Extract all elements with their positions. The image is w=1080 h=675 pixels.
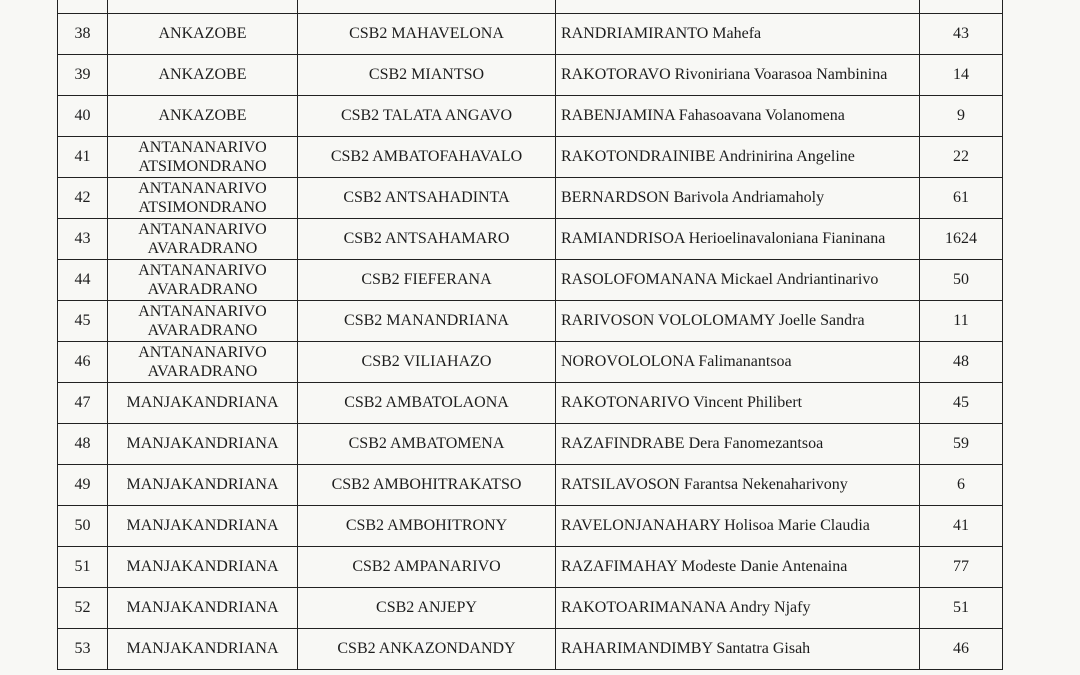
- district-line: ANKAZOBE: [158, 66, 247, 83]
- value-cell: 22: [920, 137, 1003, 178]
- district-cell: [108, 506, 298, 547]
- value-cell: 61: [920, 178, 1003, 219]
- district-line: MANJAKANDRIANA: [126, 435, 279, 452]
- district-line: MANJAKANDRIANA: [126, 599, 279, 616]
- district-line: AVARADRANO: [147, 322, 258, 339]
- value-cell: 51: [920, 588, 1003, 629]
- value-cell: 48: [920, 342, 1003, 383]
- table-row: [58, 260, 1003, 301]
- district-line: MANJAKANDRIANA: [126, 558, 279, 575]
- district-cell: [108, 301, 298, 342]
- table-row: [58, 342, 1003, 383]
- table-row: [58, 55, 1003, 96]
- csb-cell: CSB2 AMPANARIVO: [298, 547, 556, 588]
- csb-cell: CSB2 AMBOHITRONY: [298, 506, 556, 547]
- district-cell: [108, 219, 298, 260]
- row-number: 50: [58, 506, 108, 547]
- district-line: ANTANANARIVO: [138, 180, 267, 197]
- district-line: ANKAZOBE: [158, 25, 247, 42]
- row-number: 52: [58, 588, 108, 629]
- district-line: ATSIMONDRANO: [138, 158, 267, 175]
- row-number: 46: [58, 342, 108, 383]
- district-line: ATSIMONDRANO: [138, 199, 267, 216]
- district-cell: [108, 342, 298, 383]
- district-cell: [108, 260, 298, 301]
- row-number: 39: [58, 55, 108, 96]
- district-cell: [108, 14, 298, 55]
- responsible-cell: RASOLOFOMANANA Mickael Andriantinarivo: [556, 260, 920, 301]
- row-number: 48: [58, 424, 108, 465]
- value-cell: 45: [920, 383, 1003, 424]
- value-cell: 46: [920, 629, 1003, 670]
- csb-table: [57, 0, 1003, 670]
- row-number: 38: [58, 14, 108, 55]
- district-cell: [108, 0, 298, 14]
- district-cell: [108, 178, 298, 219]
- responsible-cell: RANDRIAMIRANTO Mahefa: [556, 14, 920, 55]
- district-line: ANTANANARIVO: [138, 139, 267, 156]
- csb-cell: CSB2 ANTSAHAMARO: [298, 219, 556, 260]
- table-row: [58, 465, 1003, 506]
- csb-cell: CSB2 AMBATOMENA: [298, 424, 556, 465]
- row-number: 51: [58, 547, 108, 588]
- row-number: 45: [58, 301, 108, 342]
- row-number: [58, 0, 108, 14]
- table-row: [58, 96, 1003, 137]
- csb-cell: [298, 0, 556, 14]
- row-number: 40: [58, 96, 108, 137]
- responsible-cell: RATSILAVOSON Farantsa Nekenaharivony: [556, 465, 920, 506]
- responsible-cell: RARIVOSON VOLOLOMAMY Joelle Sandra: [556, 301, 920, 342]
- district-line: ANKAZOBE: [158, 107, 247, 124]
- row-number: 42: [58, 178, 108, 219]
- table-row: [58, 506, 1003, 547]
- responsible-cell: [556, 0, 920, 14]
- value-cell: 9: [920, 96, 1003, 137]
- district-cell: [108, 96, 298, 137]
- district-cell: [108, 383, 298, 424]
- row-number: 49: [58, 465, 108, 506]
- district-cell: [108, 137, 298, 178]
- row-number: 43: [58, 219, 108, 260]
- district-cell: [108, 547, 298, 588]
- district-line: MANJAKANDRIANA: [126, 517, 279, 534]
- row-number: 47: [58, 383, 108, 424]
- value-cell: 59: [920, 424, 1003, 465]
- district-line: AVARADRANO: [147, 281, 258, 298]
- responsible-cell: RAKOTONARIVO Vincent Philibert: [556, 383, 920, 424]
- value-cell: [920, 0, 1003, 14]
- table-row: [58, 588, 1003, 629]
- district-line: MANJAKANDRIANA: [126, 640, 279, 657]
- district-line: MANJAKANDRIANA: [126, 394, 279, 411]
- value-cell: 1624: [920, 219, 1003, 260]
- csb-cell: CSB2 AMBATOLAONA: [298, 383, 556, 424]
- table-row: [58, 547, 1003, 588]
- district-line: ANTANANARIVO: [138, 344, 267, 361]
- responsible-cell: RAKOTORAVO Rivoniriana Voarasoa Nambinina: [556, 55, 920, 96]
- value-cell: 14: [920, 55, 1003, 96]
- district-line: ANTANANARIVO: [138, 262, 267, 279]
- district-line: MANJAKANDRIANA: [126, 476, 279, 493]
- responsible-cell: RAVELONJANAHARY Holisoa Marie Claudia: [556, 506, 920, 547]
- district-cell: [108, 588, 298, 629]
- csb-cell: CSB2 VILIAHAZO: [298, 342, 556, 383]
- responsible-cell: BERNARDSON Barivola Andriamaholy: [556, 178, 920, 219]
- table-row: [58, 178, 1003, 219]
- value-cell: 41: [920, 506, 1003, 547]
- csb-cell: CSB2 MANANDRIANA: [298, 301, 556, 342]
- table-row: [58, 383, 1003, 424]
- csb-cell: CSB2 TALATA ANGAVO: [298, 96, 556, 137]
- value-cell: 43: [920, 14, 1003, 55]
- csb-cell: CSB2 AMBATOFAHAVALO: [298, 137, 556, 178]
- responsible-cell: RAZAFINDRABE Dera Fanomezantsoa: [556, 424, 920, 465]
- table-row: [58, 301, 1003, 342]
- responsible-cell: RAHARIMANDIMBY Santatra Gisah: [556, 629, 920, 670]
- csb-cell: CSB2 ANTSAHADINTA: [298, 178, 556, 219]
- table-row: [58, 0, 1003, 14]
- csb-cell: CSB2 MAHAVELONA: [298, 14, 556, 55]
- responsible-cell: RAKOTOARIMANANA Andry Njafy: [556, 588, 920, 629]
- table-row: [58, 14, 1003, 55]
- table-row: [58, 137, 1003, 178]
- district-cell: [108, 629, 298, 670]
- csb-cell: CSB2 FIEFERANA: [298, 260, 556, 301]
- row-number: 41: [58, 137, 108, 178]
- district-line: ANTANANARIVO: [138, 303, 267, 320]
- value-cell: 6: [920, 465, 1003, 506]
- table-row: [58, 424, 1003, 465]
- district-line: ANTANANARIVO: [138, 221, 267, 238]
- value-cell: 11: [920, 301, 1003, 342]
- value-cell: 50: [920, 260, 1003, 301]
- row-number: 44: [58, 260, 108, 301]
- district-cell: [108, 465, 298, 506]
- responsible-cell: RAKOTONDRAINIBE Andrinirina Angeline: [556, 137, 920, 178]
- csb-cell: CSB2 ANJEPY: [298, 588, 556, 629]
- district-line: AVARADRANO: [147, 363, 258, 380]
- table-row: [58, 219, 1003, 260]
- district-cell: [108, 424, 298, 465]
- table-row: [58, 629, 1003, 670]
- row-number: 53: [58, 629, 108, 670]
- district-cell: [108, 55, 298, 96]
- csb-cell: CSB2 MIANTSO: [298, 55, 556, 96]
- responsible-cell: RAZAFIMAHAY Modeste Danie Antenaina: [556, 547, 920, 588]
- responsible-cell: RAMIANDRISOA Herioelinavaloniana Fianinana: [556, 219, 920, 260]
- responsible-cell: NOROVOLOLONA Falimanantsoa: [556, 342, 920, 383]
- district-line: AVARADRANO: [147, 240, 258, 257]
- responsible-cell: RABENJAMINA Fahasoavana Volanomena: [556, 96, 920, 137]
- value-cell: 77: [920, 547, 1003, 588]
- csb-cell: CSB2 AMBOHITRAKATSO: [298, 465, 556, 506]
- table-body: [58, 0, 1003, 670]
- csb-cell: CSB2 ANKAZONDANDY: [298, 629, 556, 670]
